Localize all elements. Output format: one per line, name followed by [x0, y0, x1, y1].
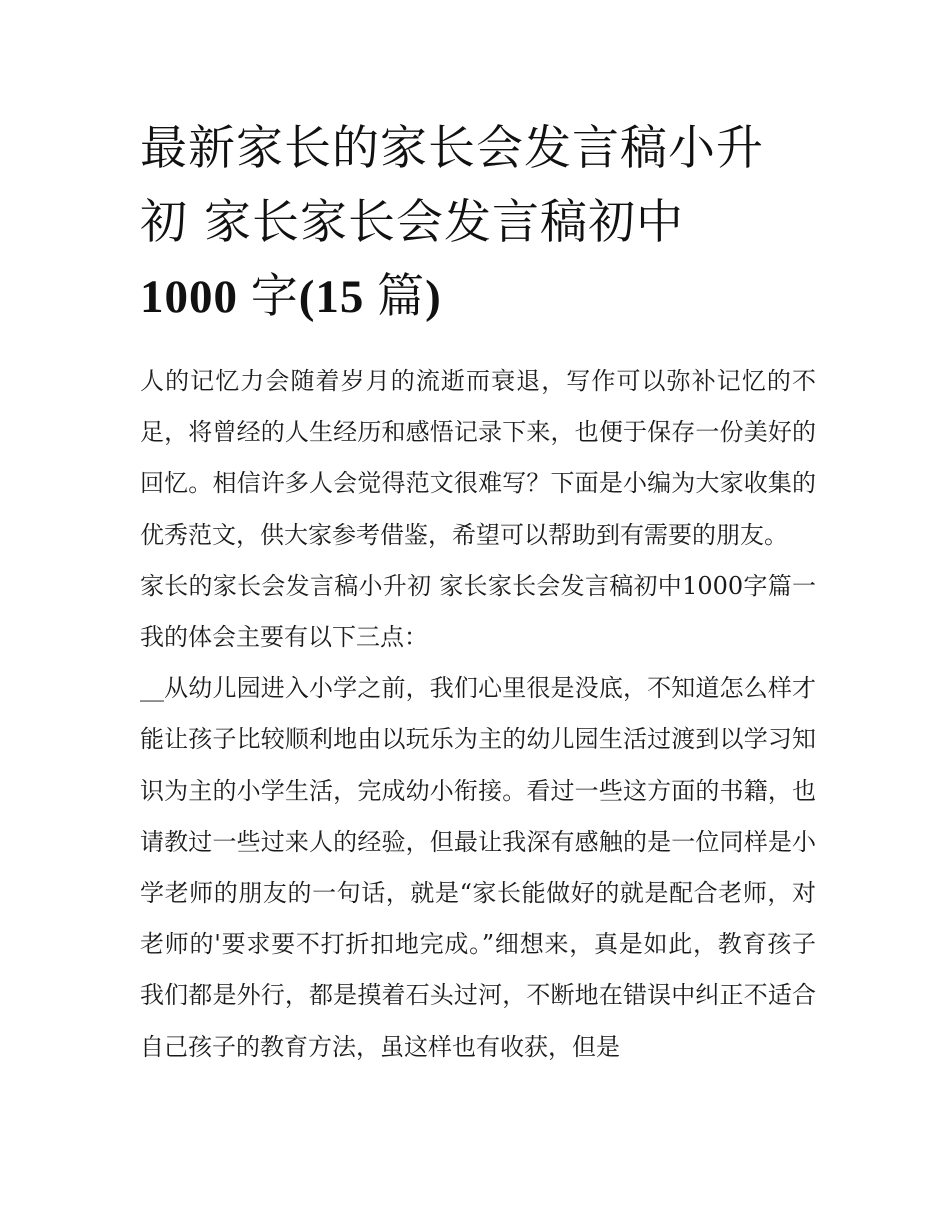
body-paragraph: __从幼儿园进入小学之前，我们心里很是没底，不知道怎么样才能让孩子比较顺利地由以玩乐为主的幼儿园生活过渡到以学习知识为主的小学生活，完成幼小衔接。看过一些这方面的书籍，也请教过一些过来人的经验，但最让我深有感触的是一位同样是小学老师的朋友的一句话，就是“家长能做好的就是配合老师，对老师的'要求要不打折扣地完成。”细想来，真是如此，教育孩子我们都是外行，都是摸着石头过河，不断地在错误中纠正不适合自己孩子的教育方法，虽这样也有收获，但是 — [140, 674, 816, 1061]
document-body — [140, 356, 816, 1073]
title-number: 1000 — [140, 271, 251, 323]
intro-paragraph: 人的记忆力会随着岁月的流逝而衰退，写作可以弥补记忆的不足，将曾经的人生经历和感悟记录下来，也便于保存一份美好的回忆。相信许多人会觉得范文很难写？下面是小编为大家收集的优秀范文，供大家参考借鉴，希望可以帮助到有需要的朋友。 — [140, 367, 816, 549]
title-char-pian: 篇 — [377, 269, 426, 324]
title-line-2: 初 家长家长会发言稿初中 — [140, 195, 684, 250]
title-close-paren: ) — [425, 271, 442, 323]
title-char-zi: 字 — [250, 269, 299, 324]
title-line-1: 最新家长的家长会发言稿小升 — [140, 121, 764, 176]
section-heading-paragraph: 家长的家长会发言稿小升初 家长家长会发言稿初中1000字篇一 我的体会主要有以下三点： — [140, 571, 816, 652]
title-count: (15 — [298, 271, 378, 323]
document-title — [140, 112, 820, 334]
